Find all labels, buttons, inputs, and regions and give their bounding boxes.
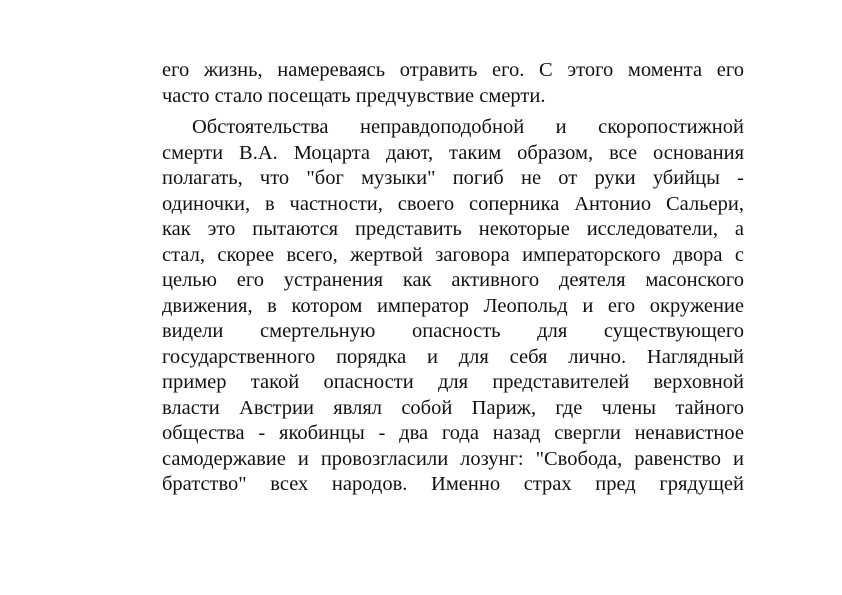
text-line: братство" всех народов. Именно страх пред грядущей <box>162 473 744 495</box>
text-line: пример такой опасности для представителей верховной <box>162 371 744 393</box>
text-line: государственного порядка и для себя лично. Наглядный <box>162 345 744 368</box>
text-line: его жизнь, намереваясь отравить его. С этого момента его <box>162 59 744 81</box>
text-line: Обстоятельства неправдоподобной и скоропостижной <box>192 116 744 138</box>
text-line: движения, в котором император Леопольд и его окружение <box>162 294 744 317</box>
text-line: видели смертельную опасность для существующего <box>162 320 744 342</box>
paragraph-1 <box>162 58 744 109</box>
text-line: одиночки, в частности, своего соперника Антонио Сальери, <box>162 192 744 215</box>
text-line: самодержавие и провозгласили лозунг: "Свобода, равенство и <box>162 447 744 470</box>
text-line: часто стало посещать предчувствие смерти. <box>162 84 546 107</box>
text-line: как это пытаются представить некоторые исследователи, а <box>162 218 744 240</box>
body-text <box>162 58 744 498</box>
paragraph-2 <box>162 115 744 498</box>
text-line: стал, скорее всего, жертвой заговора императорского двора с <box>162 243 744 266</box>
text-line: полагать, что "бог музыки" погиб не от руки убийцы - <box>162 167 744 189</box>
text-line: общества - якобинцы - два года назад свергли ненавистное <box>162 422 744 444</box>
text-line: власти Австрии являл собой Париж, где члены тайного <box>162 396 744 419</box>
text-line: смерти В.А. Моцарта дают, таким образом, все основания <box>162 141 744 164</box>
text-line: целью его устранения как активного деятеля масонского <box>162 269 744 291</box>
